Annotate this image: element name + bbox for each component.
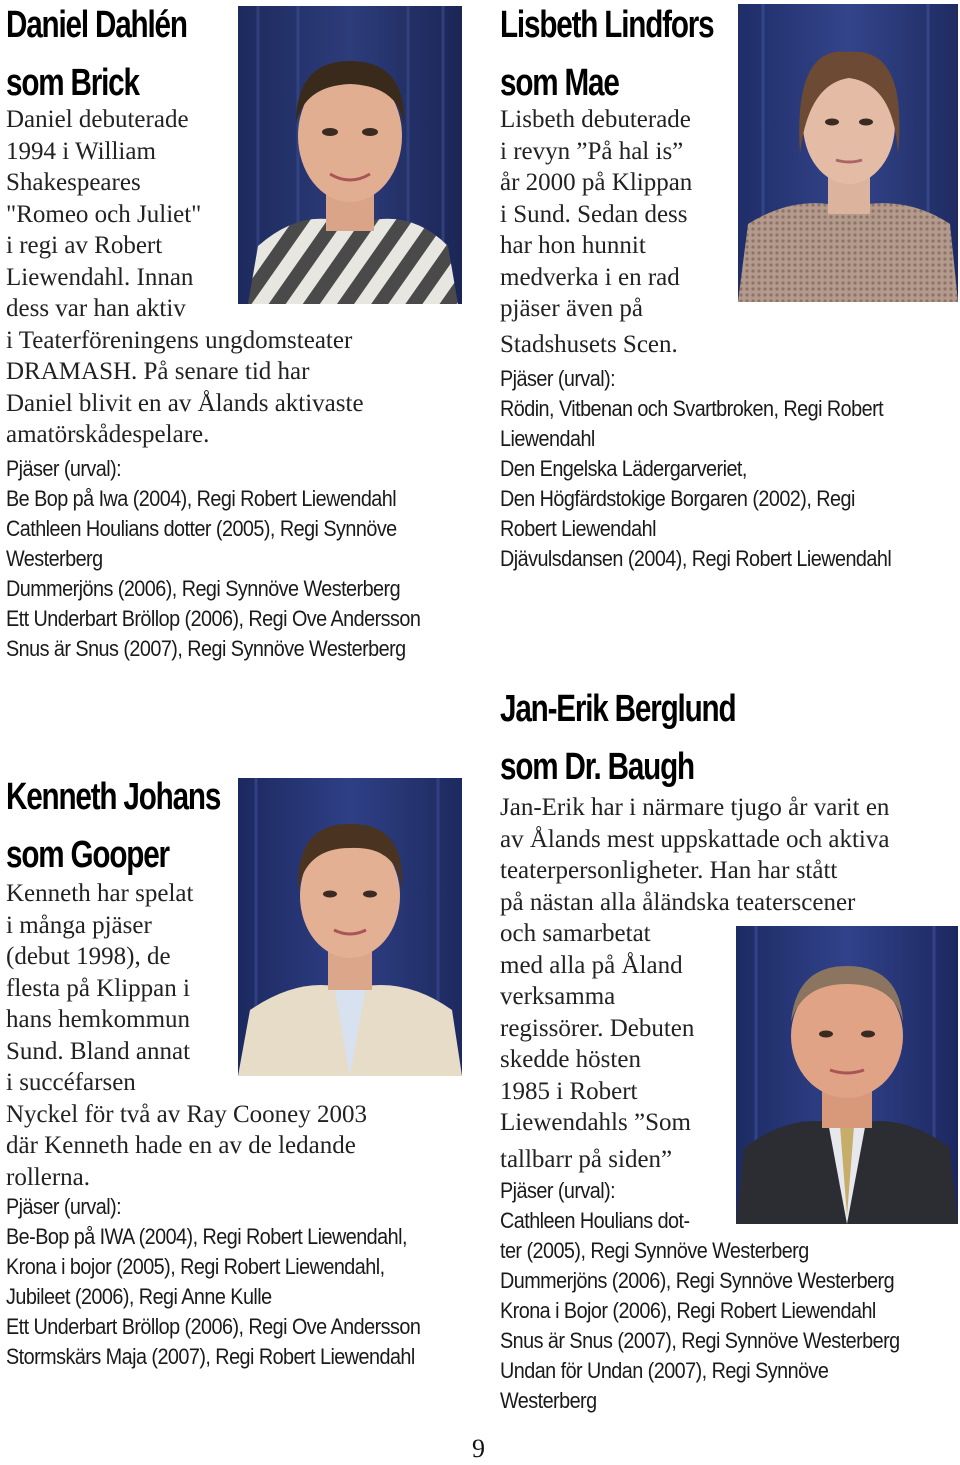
bio-line: Daniel blivit en av Ålands aktivaste	[6, 389, 364, 417]
play-item: Den Engelska Lädergarveriet,	[500, 456, 747, 481]
actor-role-kenneth: som Gooper	[6, 834, 169, 876]
play-item: Dummerjöns (2006), Regi Synnöve Westerberg	[6, 576, 401, 601]
bio-line: 1985 i Robert	[500, 1077, 638, 1105]
bio-line: Sund. Bland annat	[6, 1037, 191, 1065]
bio-line: (debut 1998), de	[6, 943, 171, 970]
play-item: ter (2005), Regi Synnöve Westerberg	[500, 1238, 809, 1263]
actor-name-kenneth: Kenneth Johans	[6, 776, 221, 818]
bio-line: "Romeo och Juliet"	[6, 200, 202, 228]
play-item: Dummerjöns (2006), Regi Synnöve Westerberg	[500, 1268, 895, 1293]
play-item: Rödin, Vitbenan och Svartbroken, Regi Robert	[500, 396, 884, 421]
play-item: Be-Bop på IWA (2004), Regi Robert Liewendahl,	[6, 1224, 407, 1249]
play-item: Den Högfärdstokige Borgaren (2002), Regi	[500, 486, 855, 511]
bio-line: Daniel debuterade	[6, 106, 189, 133]
page-number: 9	[472, 1434, 485, 1463]
bio-line: amatörskådespelare.	[6, 421, 210, 448]
actor-role-daniel: som Brick	[6, 62, 139, 104]
bio-line: Kenneth har spelat	[6, 880, 194, 907]
bio-line: verksamma	[500, 983, 616, 1010]
bio-line: i revyn ”På hal is”	[500, 137, 684, 165]
play-item: Jubileet (2006), Regi Anne Kulle	[6, 1284, 272, 1309]
play-item: Djävulsdansen (2004), Regi Robert Liewendahl	[500, 546, 892, 571]
bio-line: i Sund. Sedan dess	[500, 200, 688, 228]
bio-line: rollerna.	[6, 1163, 90, 1191]
actor-role-lisbeth: som Mae	[500, 62, 619, 104]
play-item: Krona i Bojor (2006), Regi Robert Liewendahl	[500, 1298, 876, 1323]
bio-line: år 2000 på Klippan	[500, 169, 693, 196]
bio-line: Nyckel för två av Ray Cooney 2003	[6, 1100, 368, 1128]
bio-line: skedde hösten	[500, 1046, 641, 1073]
actor-name-lisbeth: Lisbeth Lindfors	[500, 4, 714, 46]
bio-line: i regi av Robert	[6, 232, 163, 259]
bio-line: av Ålands mest uppskattade och aktiva	[500, 825, 890, 853]
bio-janerik	[500, 792, 889, 1175]
play-item: Be Bop på Iwa (2004), Regi Robert Liewendahl	[6, 486, 397, 511]
play-item: Undan för Undan (2007), Regi Synnöve	[500, 1358, 829, 1383]
plays-heading: Pjäser (urval):	[6, 1194, 122, 1219]
bio-line: Stadshusets Scen.	[500, 330, 678, 358]
play-item: Robert Liewendahl	[500, 516, 656, 541]
bio-line: 1994 i William	[6, 137, 156, 165]
play-item: Snus är Snus (2007), Regi Synnöve Westerberg	[6, 636, 406, 661]
play-item: Snus är Snus (2007), Regi Synnöve Westerberg	[500, 1328, 900, 1353]
bio-line: Jan-Erik har i närmare tjugo år varit en	[500, 794, 890, 821]
plays-janerik	[500, 1176, 944, 1416]
plays-daniel	[6, 454, 466, 664]
play-item: Westerberg	[500, 1388, 597, 1413]
bio-line: på nästan alla åländska teaterscener	[500, 888, 856, 916]
play-item: Liewendahl	[500, 426, 595, 451]
play-item: Westerberg	[6, 546, 103, 571]
plays-lisbeth	[500, 364, 935, 574]
actor-name-janerik: Jan-Erik Berglund	[500, 688, 736, 730]
bio-line: teaterpersonligheter. Han har stått	[500, 857, 838, 884]
plays-heading: Pjäser (urval):	[500, 366, 616, 391]
bio-line: pjäser även på	[500, 295, 643, 322]
bio-line: Lisbeth debuterade	[500, 106, 691, 133]
bio-line: och samarbetat	[500, 920, 651, 947]
bio-line: i många pjäser	[6, 911, 152, 939]
photo-lisbeth	[738, 4, 958, 302]
plays-heading: Pjäser (urval):	[500, 1178, 616, 1203]
bio-line: hans hemkommun	[6, 1006, 191, 1033]
bio-line: med alla på Åland	[500, 951, 683, 979]
actor-name-daniel: Daniel Dahlén	[6, 4, 187, 46]
bio-line: flesta på Klippan i	[6, 974, 190, 1002]
bio-line: DRAMASH. På senare tid har	[6, 358, 310, 385]
play-item: Stormskärs Maja (2007), Regi Robert Liewendahl	[6, 1344, 415, 1369]
play-item: Cathleen Houlians dotter (2005), Regi Synnöve	[6, 516, 397, 541]
play-item: Cathleen Houlians dot-	[500, 1208, 690, 1233]
bio-kenneth	[6, 878, 367, 1193]
play-item: Ett Underbart Bröllop (2006), Regi Ove Andersson	[6, 606, 421, 631]
bio-daniel	[6, 104, 364, 451]
bio-line: Shakespeares	[6, 169, 141, 196]
bio-line: Liewendahl. Innan	[6, 263, 194, 291]
bio-line: regissörer. Debuten	[500, 1014, 695, 1042]
bio-line: i Teaterföreningens ungdomsteater	[6, 326, 353, 354]
bio-line: i succéfarsen	[6, 1069, 136, 1096]
bio-line: där Kenneth hade en av de ledande	[6, 1132, 356, 1159]
play-item: Ett Underbart Bröllop (2006), Regi Ove Andersson	[6, 1314, 421, 1339]
plays-heading: Pjäser (urval):	[6, 456, 122, 481]
bio-line: har hon hunnit	[500, 232, 646, 259]
play-item: Krona i bojor (2005), Regi Robert Liewendahl,	[6, 1254, 385, 1279]
bio-line: medverka i en rad	[500, 263, 680, 291]
bio-line: Liewendahls ”Som	[500, 1109, 691, 1136]
bio-lisbeth	[500, 104, 692, 360]
bio-line: dess var han aktiv	[6, 295, 186, 322]
plays-kenneth	[6, 1192, 466, 1372]
actor-role-janerik: som Dr. Baugh	[500, 746, 694, 788]
bio-line: tallbarr på siden”	[500, 1145, 673, 1173]
